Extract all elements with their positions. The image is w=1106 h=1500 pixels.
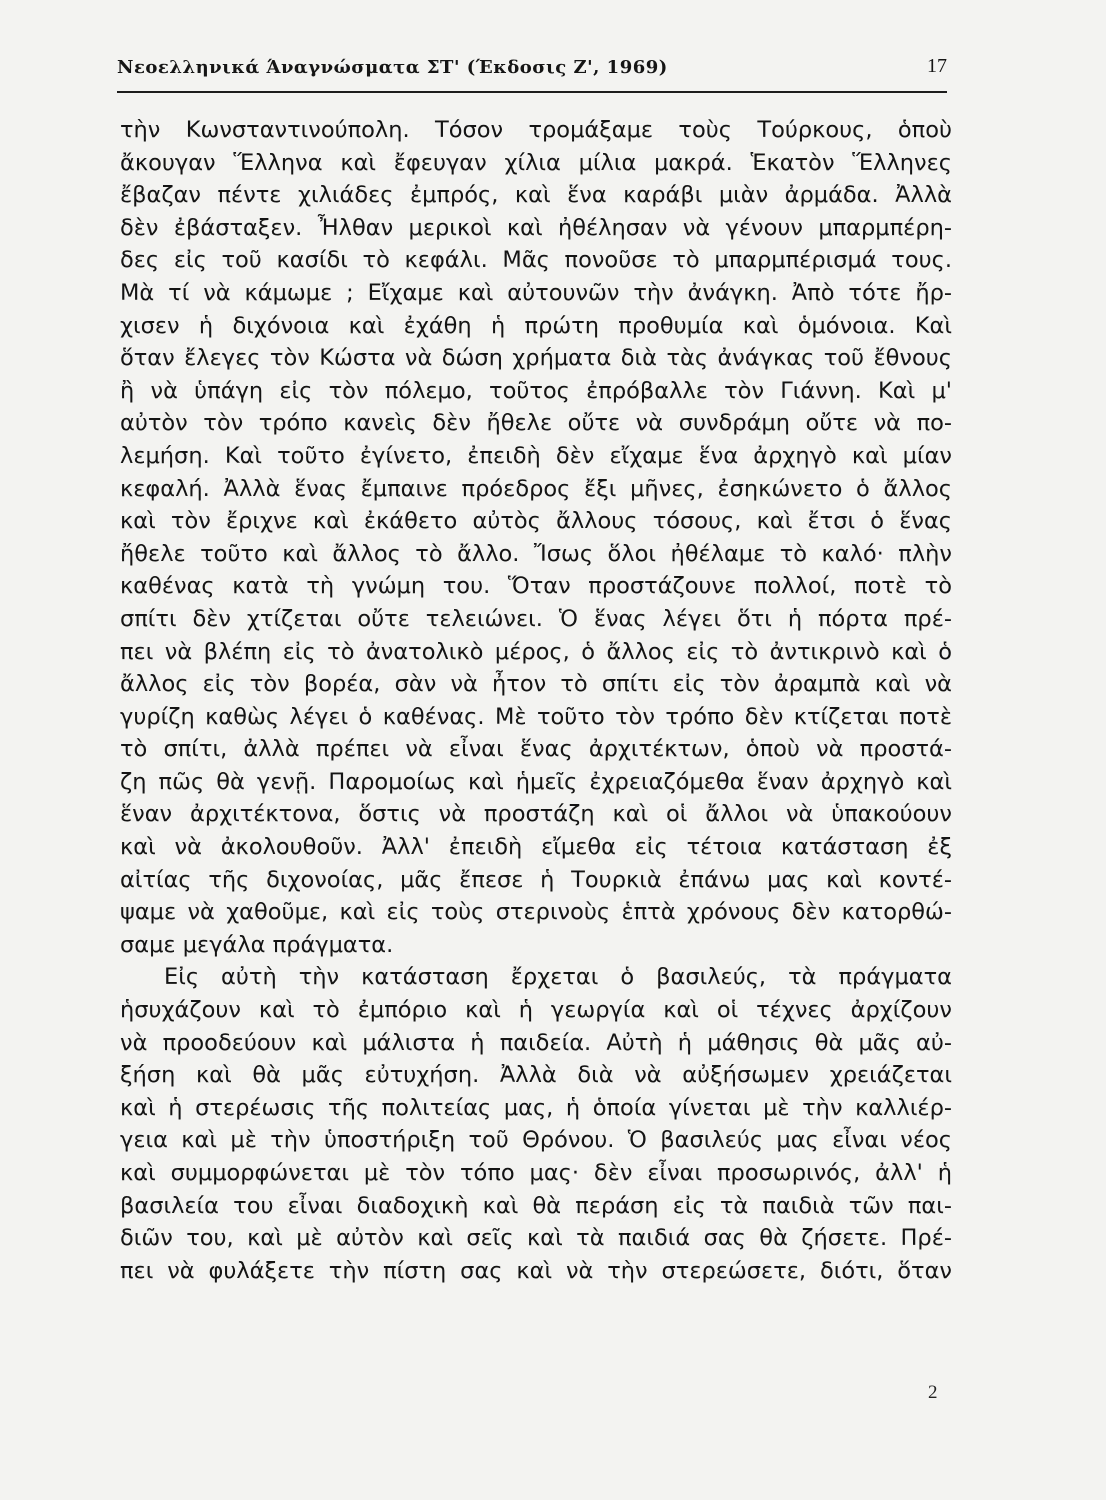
text-line: ξήση καὶ θὰ μᾶς εὐτυχήση. Ἀλλὰ διὰ νὰ αὐξήσωμεν χρειάζεται <box>120 1062 952 1089</box>
body-text <box>120 114 952 1287</box>
text-line: πει νὰ φυλάξετε τὴν πίστη σας καὶ νὰ τὴν στερεώσετε, διότι, ὅταν <box>120 1257 952 1284</box>
text-line: καθένας κατὰ τὴ γνώμη του. Ὅταν προστάζουνε πολλοί, ποτὲ τὸ <box>120 573 952 600</box>
text-line: Εἰς αὐτὴ τὴν κατάσταση ἔρχεται ὁ βασιλεύς, τὰ πράγματα <box>164 964 952 991</box>
text-line: ἔβαζαν πέντε χιλιάδες ἐμπρός, καὶ ἕνα καράβι μιὰν ἀρμάδα. Ἀλλὰ <box>120 182 952 209</box>
text-line: δὲν ἐβάσταξεν. Ἦλθαν μερικοὶ καὶ ἠθέλησαν νὰ γένουν μπαρμπέρη- <box>120 214 952 241</box>
text-line: καὶ νὰ ἀκολουθοῦν. Ἀλλ' ἐπειδὴ εἴμεθα εἰς τέτοια κατάσταση ἐξ <box>120 834 952 861</box>
text-line: ζη πῶς θὰ γενῇ. Παρομοίως καὶ ἡμεῖς ἐχρειαζόμεθα ἕναν ἀρχηγὸ καὶ <box>120 768 952 795</box>
text-line: ἕναν ἀρχιτέκτονα, ὅστις νὰ προστάζη καὶ οἱ ἄλλοι νὰ ὑπακούουν <box>120 801 952 828</box>
signature-mark: 2 <box>928 1382 938 1403</box>
text-line: διῶν του, καὶ μὲ αὐτὸν καὶ σεῖς καὶ τὰ παιδιά σας θὰ ζήσετε. Πρέ- <box>120 1225 952 1252</box>
text-line: σαμε μεγάλα πράγματα. <box>120 931 394 958</box>
running-header <box>117 55 947 93</box>
text-line: Μὰ τί νὰ κάμωμε ; Εἴχαμε καὶ αὐτουνῶν τὴν ἀνάγκη. Ἀπὸ τότε ἤρ- <box>120 279 952 306</box>
text-line: τὴν Κωνσταντινούπολη. Τόσον τρομάξαμε τοὺς Τούρκους, ὁποὺ <box>120 117 952 143</box>
text-line: ἢ νὰ ὑπάγη εἰς τὸν πόλεμο, τοῦτος ἐπρόβαλλε τὸν Γιάννη. Καὶ μ' <box>120 377 952 404</box>
text-line: ὅταν ἔλεγες τὸν Κώστα νὰ δώση χρήματα διὰ τὰς ἀνάγκας τοῦ ἔθνους <box>120 345 952 372</box>
text-line: γεια καὶ μὲ τὴν ὑποστήριξη τοῦ Θρόνου. Ὁ βασιλεύς μας εἶναι νέος <box>120 1127 952 1154</box>
text-line: βασιλεία του εἶναι διαδοχικὴ καὶ θὰ περάση εἰς τὰ παιδιὰ τῶν παι- <box>120 1192 952 1219</box>
text-line: γυρίζη καθὼς λέγει ὁ καθένας. Μὲ τοῦτο τὸν τρόπο δὲν κτίζεται ποτὲ <box>120 703 952 730</box>
text-line: πει νὰ βλέπη εἰς τὸ ἀνατολικὸ μέρος, ὁ ἄλλος εἰς τὸ ἀντικρινὸ καὶ ὁ <box>120 638 952 665</box>
page-number: 17 <box>927 55 947 77</box>
text-line: ἄλλος εἰς τὸν βορέα, σὰν νὰ ἦτον τὸ σπίτι εἰς τὸν ἀραμπὰ καὶ νὰ <box>120 671 952 698</box>
paragraph <box>120 114 952 961</box>
text-line: σπίτι δὲν χτίζεται οὔτε τελειώνει. Ὁ ἕνας λέγει ὅτι ἡ πόρτα πρέ- <box>120 605 952 632</box>
text-line: αὐτὸν τὸν τρόπο κανεὶς δὲν ἤθελε οὔτε νὰ συνδράμη οὔτε νὰ πο- <box>120 410 952 437</box>
text-line: ἤθελε τοῦτο καὶ ἄλλος τὸ ἄλλο. Ἴσως ὅλοι ἠθέλαμε τὸ καλό· πλὴν <box>120 540 952 567</box>
text-line: καὶ συμμορφώνεται μὲ τὸν τόπο μας· δὲν εἶναι προσωρινός, ἀλλ' ἡ <box>120 1160 952 1186</box>
text-line: δες εἰς τοῦ κασίδι τὸ κεφάλι. Μᾶς πονοῦσε τὸ μπαρμπέρισμά τους. <box>120 247 952 274</box>
text-line: ἡσυχάζουν καὶ τὸ ἐμπόριο καὶ ἡ γεωργία καὶ οἱ τέχνες ἀρχίζουν <box>120 997 952 1024</box>
text-line: τὸ σπίτι, ἀλλὰ πρέπει νὰ εἶναι ἕνας ἀρχιτέκτων, ὁποὺ νὰ προστά- <box>120 736 952 763</box>
text-line: χισεν ἡ διχόνοια καὶ ἐχάθη ἡ πρώτη προθυμία καὶ ὁμόνοια. Καὶ <box>120 312 952 339</box>
text-line: νὰ προοδεύουν καὶ μάλιστα ἡ παιδεία. Αὐτὴ ἡ μάθησις θὰ μᾶς αὐ- <box>120 1029 952 1056</box>
text-line: αἰτίας τῆς διχονοίας, μᾶς ἔπεσε ἡ Τουρκιὰ ἐπάνω μας καὶ κοντέ- <box>120 866 952 893</box>
paragraph <box>120 961 952 1287</box>
text-line: λεμήση. Καὶ τοῦτο ἐγίνετο, ἐπειδὴ δὲν εἴχαμε ἕνα ἀρχηγὸ καὶ μίαν <box>120 442 952 469</box>
text-line: κεφαλή. Ἀλλὰ ἕνας ἔμπαινε πρόεδρος ἔξι μῆνες, ἐσηκώνετο ὁ ἄλλος <box>120 475 952 502</box>
text-line: καὶ ἡ στερέωσις τῆς πολιτείας μας, ἡ ὁποία γίνεται μὲ τὴν καλλιέρ- <box>120 1094 952 1121</box>
text-line: καὶ τὸν ἔριχνε καὶ ἐκάθετο αὐτὸς ἄλλους τόσους, καὶ ἔτσι ὁ ἕνας <box>120 508 952 535</box>
text-line: ἄκουγαν Ἕλληνα καὶ ἔφευγαν χίλια μίλια μακρά. Ἑκατὸν Ἕλληνες <box>120 149 952 176</box>
running-title: Νεοελληνικά Άναγνώσματα ΣΤ' (Έκδοσις Ζ', 1969) <box>117 57 668 78</box>
text-line: ψαμε νὰ χαθοῦμε, καὶ εἰς τοὺς στερινοὺς ἑπτὰ χρόνους δὲν κατορθώ- <box>120 899 952 926</box>
